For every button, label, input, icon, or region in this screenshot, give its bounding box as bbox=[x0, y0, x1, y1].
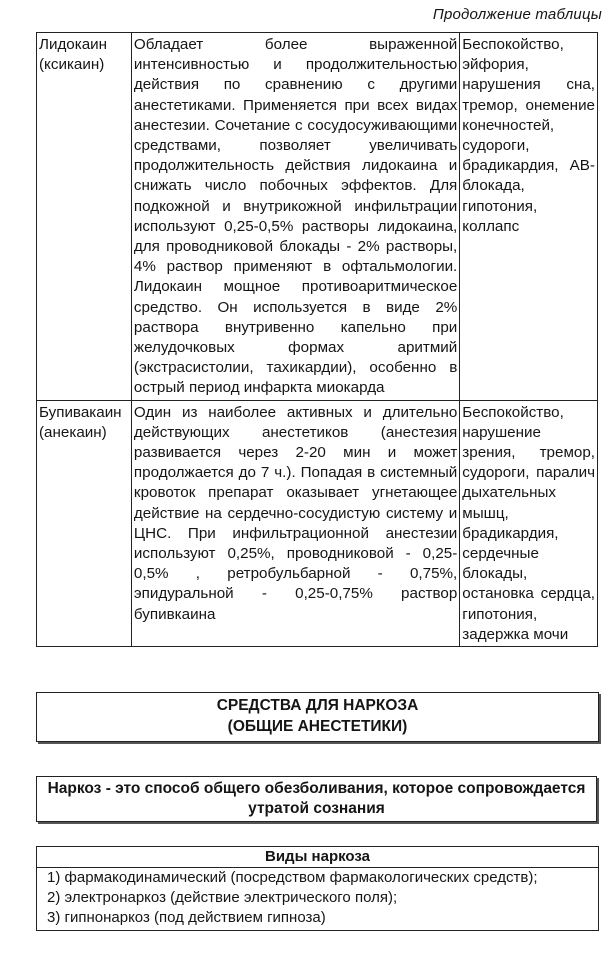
anesthesia-types-list bbox=[37, 868, 598, 930]
drug-synonym: (анекаин) bbox=[39, 423, 107, 441]
anesthesia-types-title: Виды наркоза bbox=[37, 847, 598, 868]
table-row bbox=[37, 33, 598, 401]
section-subheading: (ОБЩИЕ АНЕСТЕТИКИ) bbox=[227, 718, 408, 735]
list-item: 3) гипнонаркоз (под действием гипноза) bbox=[47, 909, 326, 926]
list-item: 1) фармакодинамический (посредством фармакологических средств); bbox=[47, 869, 538, 886]
drug-description-cell: Обладает более выраженной интенсивностью и продолжительностью действия по сравнению с другими анестетиками. Применяется при всех видах анестезии. Сочетание с сосудосуживающими средствами, позволяет увеличивать продолжительность действия лидокаина и снижать число побочных эффектов. Для подкожной и внутрикожной инфильтрации используют 0,25-0,5% растворы лидокаина, для проводниковой блокады - 2% растворы, 4% раствор применяют в офтальмологии. Лидокаин мощное противоаритмическое средство. Он используется в виде 2% раствора внутривенно капельно при желудочковых формах аритмий (экстрасистолии, тахикардии), особенно в острый период инфаркта миокарда bbox=[131, 33, 459, 401]
drug-synonym: (ксикаин) bbox=[39, 56, 105, 74]
definition-box: Наркоз - это способ общего обезболивания, которое сопровождается утратой сознания bbox=[36, 776, 597, 822]
table-continuation-label: Продолжение таблицы bbox=[432, 6, 602, 23]
side-effects-cell: Беспокойство, эйфория, нарушения сна, тремор, онемение конечностей, судороги, брадикардия, АВ-блокада, гипотония, коллапс bbox=[460, 33, 598, 401]
local-anesthetics-table bbox=[36, 32, 598, 647]
drug-name: Лидокаин bbox=[39, 36, 108, 53]
drug-name: Бупивакаин bbox=[39, 403, 122, 421]
drug-name-cell bbox=[37, 400, 132, 646]
section-heading: СРЕДСТВА ДЛЯ НАРКОЗА bbox=[216, 697, 419, 714]
section-heading-box bbox=[36, 692, 599, 742]
table-row bbox=[37, 400, 598, 646]
side-effects-cell: Беспокойство, нарушение зрения, тремор, судороги, паралич дыхательных мышц, брадикардия, сердечные блокады, остановка сердца, гипотония, задержка мочи bbox=[460, 400, 598, 646]
anesthesia-types-box bbox=[36, 846, 599, 931]
list-item: 2) электронаркоз (действие электрического поля); bbox=[47, 889, 398, 906]
drug-description-cell: Один из наиболее активных и длительно действующих анестетиков (анестезия развивается через 2-20 мин и может продолжается до 7 ч.). Попадая в системный кровоток препарат оказывает угнетающее действие на сердечно-сосудистую систему и ЦНС. При инфильтрационной анестезии используют 0,25%, проводниковой - 0,25-0,5% , ретробульбарной - 0,75%, эпидуральной - 0,25-0,75% раствор бупивкаина bbox=[131, 400, 459, 646]
drug-name-cell bbox=[37, 33, 132, 401]
